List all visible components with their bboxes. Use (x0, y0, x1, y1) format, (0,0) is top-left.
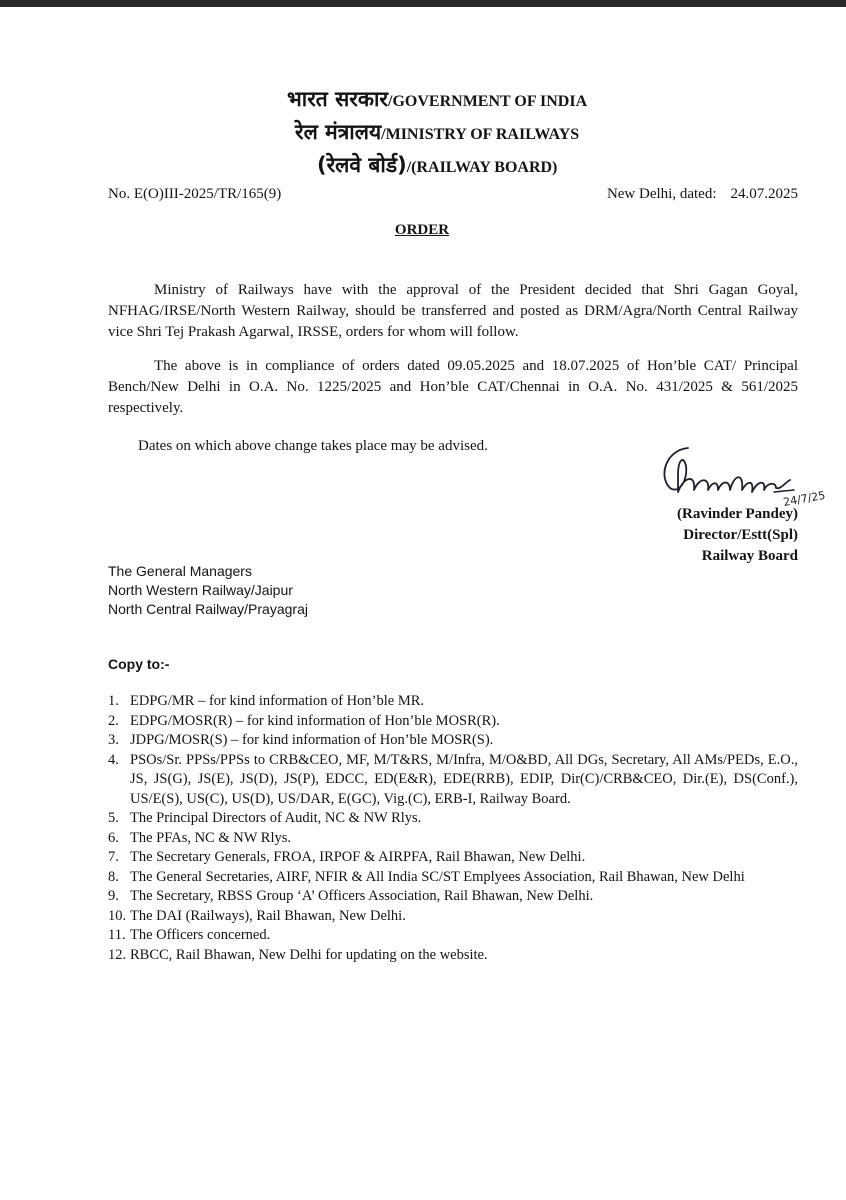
copy-to-number: 2. (108, 712, 119, 729)
copy-to-number: 7. (108, 849, 119, 865)
copy-to-text: The DAI (Railways), Rail Bhawan, New Delhi. (130, 907, 406, 924)
signatory-name: (Ravinder Pandey) (677, 506, 798, 522)
signature-date: 24/7/25 (782, 488, 827, 509)
copy-to-item (108, 692, 798, 712)
copy-to-number: 4. (108, 751, 119, 768)
copy-to-item (108, 868, 798, 888)
copy-to-text: PSOs/Sr. PPSs/PPSs to CRB&CEO, MF, M/T&RS, M/Infra, M/O&BD, All DGs, Secretary, All AMs/PEDs, E.O., JS, JS(G), JS(E), JS(D), JS(P), EDCC, ED(E&R), EDE(RRB), EDIP, Dir(C)/CRB&CEO, Dir.(E), DS(Conf.), US/E(S), US(C), US(D), US/DAR, E(GC), Vig.(C), ERB-I, Railway Board. (130, 751, 798, 807)
copy-to-number: 9. (108, 888, 119, 904)
addressee-block (108, 562, 308, 619)
addressee-line: North Central Railway/Prayagraj (108, 601, 308, 617)
copy-to-heading: Copy to:- (108, 656, 170, 672)
signatory-office: Railway Board (701, 548, 798, 564)
copy-to-text: The General Secretaries, AIRF, NFIR & All India SC/ST Emplyees Association, Rail Bhawan, New Delhi (130, 868, 745, 885)
order-date: 24.07.2025 (730, 186, 798, 202)
copy-to-number: 5. (108, 810, 119, 826)
paragraph-text: Dates on which above change takes place may be advised. (138, 438, 488, 454)
copy-to-number: 12. (108, 946, 127, 963)
copy-to-item (108, 751, 798, 810)
top-edge-bar (0, 0, 846, 7)
signatory-block (677, 504, 798, 567)
letterhead-line-government (287, 84, 687, 117)
copy-to-number: 3. (108, 732, 119, 748)
letterhead-line-ministry (287, 117, 687, 150)
copy-to-number: 1. (108, 693, 119, 709)
body-paragraph (108, 356, 798, 419)
copy-to-item (108, 848, 798, 868)
letterhead (287, 84, 687, 183)
signatory-designation: Director/Estt(Spl) (683, 527, 798, 543)
letterhead-line-board (287, 150, 687, 183)
copy-to-text: The PFAs, NC & NW Rlys. (130, 829, 291, 846)
copy-to-item (108, 712, 798, 732)
copy-to-text: The Principal Directors of Audit, NC & NW Rlys. (130, 810, 422, 826)
copy-to-text: EDPG/MR – for kind information of Hon’ble MR. (130, 693, 425, 709)
order-title-text: ORDER (394, 222, 450, 238)
copy-to-item (108, 829, 798, 849)
copy-to-item (108, 907, 798, 927)
copy-to-item (108, 887, 798, 907)
copy-to-text: The Secretary Generals, FROA, IRPOF & AIRPFA, Rail Bhawan, New Delhi. (130, 849, 586, 865)
copy-to-list (108, 692, 798, 965)
copy-to-number: 8. (108, 868, 119, 885)
copy-to-item (108, 809, 798, 829)
copy-to-text: JDPG/MOSR(S) – for kind information of Hon’ble MOSR(S). (130, 732, 494, 748)
letterhead-board-english: /(RAILWAY BOARD) (406, 159, 558, 176)
letterhead-government-hindi: भारत सरकार (287, 87, 389, 111)
copy-to-number: 6. (108, 829, 119, 846)
copy-to-number: 10. (108, 907, 127, 924)
copy-to-item (108, 946, 798, 966)
order-title (0, 222, 846, 239)
copy-to-item (108, 926, 798, 946)
letterhead-ministry-english: /MINISTRY OF RAILWAYS (381, 126, 580, 143)
paragraph-text: Ministry of Railways have with the approval of the President decided that Shri Gagan Goyal, NFHAG/IRSE/North Western Railway, should be transferred and posted as DRM/Agra/North Central Railway vice Shri Tej Prakash Agarwal, IRSSE, orders for whom will follow. (108, 282, 798, 340)
copy-to-text: The Secretary, RBSS Group ‘A’ Officers Association, Rail Bhawan, New Delhi. (130, 888, 594, 904)
letterhead-ministry-hindi: रेल मंत्रालय (295, 120, 382, 144)
copy-to-text: The Officers concerned. (130, 927, 271, 943)
place-date-label: New Delhi, dated: (606, 186, 717, 202)
letterhead-government-english: /GOVERNMENT OF INDIA (388, 93, 588, 110)
paragraph-text: The above is in compliance of orders dated 09.05.2025 and 18.07.2025 of Hon’ble CAT/ Principal Bench/New Delhi in O.A. No. 1225/2025 and Hon’ble CAT/Chennai in O.A. No. 431/2025 & 561/2025 respectively. (108, 358, 798, 416)
letterhead-board-hindi: (रेलवे बोर्ड) (317, 153, 407, 177)
addressee-line: North Western Railway/Jaipur (108, 582, 293, 598)
place-date (607, 186, 798, 203)
reference-number: No. E(O)III-2025/TR/165(9) (108, 186, 282, 202)
copy-to-number: 11. (108, 927, 126, 943)
copy-to-text: RBCC, Rail Bhawan, New Delhi for updating on the website. (130, 946, 488, 963)
reference-line (108, 186, 798, 203)
body-paragraph (108, 280, 798, 343)
copy-to-text: EDPG/MOSR(R) – for kind information of Hon’ble MOSR(R). (130, 712, 500, 729)
copy-to-item (108, 731, 798, 751)
addressee-line: The General Managers (108, 563, 252, 579)
